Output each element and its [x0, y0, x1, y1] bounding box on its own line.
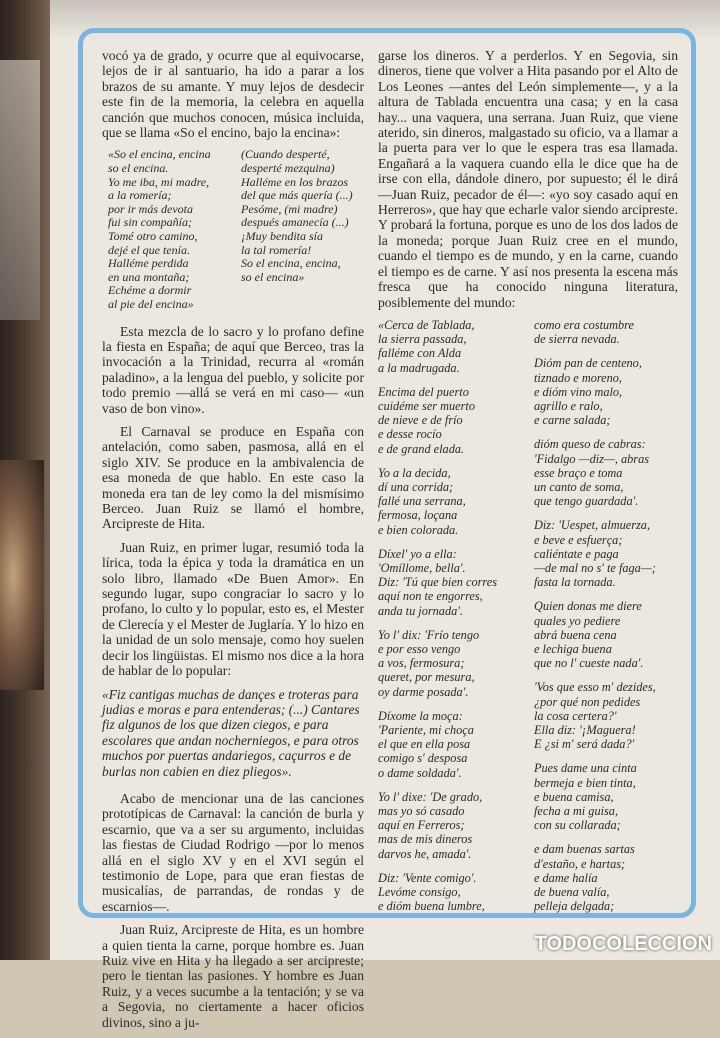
poem-line: e desse rocío — [378, 427, 442, 442]
poem-stanza — [378, 709, 520, 780]
poem-line: de sierra nevada. — [534, 332, 620, 347]
left-column — [102, 48, 364, 1038]
poem-line: ¡Muy bendita sía — [241, 229, 323, 243]
poem-line: 'Fidalgo —diz—, abras — [534, 451, 650, 466]
poem-line: a la madrugada. — [378, 360, 460, 375]
poem-stanza — [378, 871, 520, 914]
poem-line: fermosa, loçana — [378, 508, 458, 523]
poem-stanza — [534, 842, 676, 913]
poem-line: Yo a la decida, — [378, 465, 451, 480]
right-paragraph: garse los dineros. Y a perderlos. Y en Segovia, sin dineros, tiene que volver a Hita pasando por el Alto de Los Leones —antes del León simplemente—, y a la altura de Tablada encuentra una casa; y en la casa hay... una vaquera, una serrana. Juan Ruiz, que viene aterido, sin dineros, malgastado su oficio, va a llamar a la puerta para ver lo que le espera tras esa llamada. Engañará a la vaquera cuando ella le dice que ha de irse con ella, dándole dinero, por supuesto; él le dirá —Juan Ruiz, pecador de él—: «yo soy casado aquí en Herreros», que hay que echarle valor siendo arcipreste. Y probará la fortuna, porque es uno de los dos lados de la moneda; porque Juan Ruiz cree en el mundo, cuando el tiempo es de mundo, y en la carne, cuando el tiempo es de carne. Y así nos presenta la escena más fresca que ha conocido ninguna literatura, posiblemente del mundo: — [378, 48, 678, 310]
paragraph-1: Esta mezcla de lo sacro y lo profano define la fiesta en España; de aquí que Berceo, tras la invocación a la Trinidad, recurra al «román paladino», a la lengua del pueblo, y solicite por todo premio —allá se verá en mi caso— «un vaso de bon vino». — [102, 323, 364, 416]
poem-line: bermeja e bien tinta, — [534, 775, 636, 790]
poem-line: e lechiga buena — [534, 641, 612, 656]
poem-line: anda tu jornada'. — [378, 603, 463, 618]
poem-line: por ir más devota — [108, 201, 193, 216]
poem-line: esse braço e toma — [534, 465, 623, 480]
poem-line: a la romería; — [108, 188, 172, 203]
poem-line: 'Pariente, mi choça — [378, 722, 474, 737]
poem-line: oy darme posada'. — [378, 684, 469, 699]
poem-line: so el encina. — [108, 161, 169, 176]
poem-line: abrá buena cena — [534, 627, 617, 642]
poem-line: o dame soldada'. — [378, 765, 462, 780]
poem-line: Levóme consigo, — [378, 885, 461, 900]
poem-line: Diz: 'Tú que bien corres — [378, 575, 497, 590]
poem-line: la sierra passada, — [378, 332, 467, 347]
poem-line: Encima del puerto — [378, 384, 469, 399]
poem-line: desperté mezquina) — [241, 161, 335, 176]
poem-line: agrillo e ralo, — [534, 398, 603, 413]
tablada-poem — [378, 318, 678, 924]
poem-line: que no l' cueste nada'. — [534, 656, 644, 671]
poem-stanza — [378, 547, 520, 618]
poem-line: e dam buenas sartas — [534, 842, 635, 857]
poem-line: al pie del encina» — [108, 296, 194, 311]
poem-line: dejé el que tenía. — [108, 242, 190, 257]
poem-line: so el encina» — [241, 269, 305, 284]
poem-stanza — [534, 437, 676, 508]
poem-line: pelleja delgada; — [534, 899, 615, 914]
poem-line: e dióm buena lumbre, — [378, 899, 485, 914]
encina-poem — [108, 148, 364, 311]
poem-line: Díxel' yo a ella: — [378, 546, 457, 561]
poem-line: en una montaña; — [108, 269, 190, 284]
poem-line: de buena valía, — [534, 885, 610, 900]
poem-line: —de mal no s' te faga—; — [534, 560, 656, 575]
paragraph-5: Juan Ruiz, Arcipreste de Hita, es un hombre a quien tienta la carne, porque hombre es. Juan Ruiz vive en Hita y ha llegado a ser arcipreste; pero le tientan las pasiones. Y hombre es Juan Ruiz, y a veces sucumbe a la tentación; y se va a Segovia, no ciertamente a hacer oficios divinos, sino a ju- — [102, 922, 364, 1030]
poem-stanza — [534, 318, 676, 346]
encina-poem-column-a — [108, 148, 231, 311]
poem-line: aquí non te engorres, — [378, 589, 483, 604]
poem-line: e de grand elada. — [378, 441, 465, 456]
poem-line: fallé una serrana, — [378, 494, 466, 509]
poem-line: Pues dame una cinta — [534, 761, 637, 776]
poem-line: el que en ella posa — [378, 737, 471, 752]
poem-line: Echéme a dormir — [108, 283, 192, 298]
poem-stanza — [378, 385, 520, 456]
poem-line: e dióm vino malo, — [534, 384, 623, 399]
poem-stanza — [534, 599, 676, 670]
poem-stanza — [534, 761, 676, 832]
poem-line: fecha a mi guisa, — [534, 804, 619, 818]
poem-line: dióm queso de cabras: — [534, 437, 646, 452]
poem-line: como era costumbre — [534, 317, 634, 332]
poem-line: que tengo guardada'. — [534, 494, 639, 509]
poem-line: ¿por qué non pedides — [534, 694, 641, 709]
poem-line: Yo l' dixe: 'De grado, — [378, 789, 483, 804]
poem-line: a vos, fermosura; — [378, 656, 465, 671]
poem-stanza — [378, 318, 520, 375]
poem-line: Ella diz: '¡Maguera! — [534, 722, 636, 737]
tablada-poem-column-left — [378, 318, 520, 924]
poem-stanza — [534, 356, 676, 427]
poem-line: después amanecía (...) — [241, 215, 349, 230]
poem-line: Pesóme, (mi madre) — [241, 201, 338, 216]
paragraph-4: Acabo de mencionar una de las canciones prototípicas de Carnaval: la canción de burla y escarnio, que va a ser su argumento, incluidas las fiestas de Ciudad Rodrigo —por lo menos allá en el siglo XV y en el XVI según el testimonio de Lope, para que eran fiestas de musicalías, de parrandas, de rondas y de escarnios—. — [102, 790, 364, 914]
poem-line: del que más quería (...) — [241, 188, 353, 203]
poem-line: cuidéme ser muerto — [378, 398, 475, 413]
poem-stanza — [534, 518, 676, 589]
poem-line: e bien colorada. — [378, 522, 459, 537]
poem-line: «Cerca de Tablada, — [378, 317, 475, 332]
poem-line: Yo me iba, mi madre, — [108, 174, 210, 189]
poem-line: E ¿si m' será dada?' — [534, 737, 635, 752]
poem-stanza — [378, 628, 520, 699]
poem-line: Dióm pan de centeno, — [534, 356, 642, 371]
poem-line: la tal romería! — [241, 242, 312, 257]
poem-line: fasta la tornada. — [534, 575, 616, 590]
poem-line: Diz: 'Uespet, almuerza, — [534, 518, 651, 533]
poem-line: e dame halía — [534, 870, 598, 885]
poem-line: comigo s' desposa — [378, 751, 468, 766]
poem-line: darvos he, amada'. — [378, 846, 472, 861]
paragraph-2: El Carnaval se produce en España con antelación, como saben, pasmosa, allá en el siglo XIV. Se produce en la ambivalencia de esa moneda de que hablo. En este caso la moneda era tan de ley como la del mismísimo Berceo. Juan Ruiz se llamó el hombre, Arcipreste de Hita. — [102, 424, 364, 532]
poem-line: Diz: 'Vente comigo'. — [378, 870, 477, 885]
poem-line: fui sin compañía; — [108, 215, 192, 230]
intro-paragraph: vocó ya de grado, y ocurre que al equivocarse, lejos de ir al santuario, ha ido a parar a los brazos de su amante. Y muy lejos de desdecir este fin de la memoria, la celebra en aquella canción que muchos conocen, música incluida, que se llama «So el encino, bajo la encina»: — [102, 48, 364, 141]
poem-line: tiznado e moreno, — [534, 370, 623, 385]
poem-line: caliéntate e paga — [534, 546, 619, 561]
poem-line: quales yo pediere — [534, 613, 621, 628]
poem-line: aquí en Ferreros; — [378, 818, 465, 833]
poem-line: queret, por mesura, — [378, 670, 475, 685]
poem-line: e carne salada; — [534, 413, 611, 428]
poem-line: So el encina, encina, — [241, 256, 341, 271]
poem-line: Yo l' dix: 'Frío tengo — [378, 627, 480, 642]
tablada-poem-column-right — [534, 318, 676, 924]
poem-line: «So el encina, encina — [108, 147, 211, 162]
poem-line: Díxome la moça: — [378, 708, 463, 723]
poem-line: e por esso vengo — [378, 641, 461, 656]
poem-stanza — [534, 680, 676, 751]
poem-line: Tomé otro camino, — [108, 229, 198, 243]
poem-line: falléme con Alda — [378, 346, 462, 361]
poem-line: de nieve e de frío — [378, 413, 463, 428]
poem-line: mas yo só casado — [378, 804, 465, 818]
photo-detail-top — [0, 60, 40, 320]
poem-stanza — [378, 790, 520, 861]
poem-line: d'estaño, e hartas; — [534, 856, 626, 871]
right-column — [378, 48, 678, 923]
poem-line: un canto de soma, — [534, 479, 624, 494]
paragraph-3: Juan Ruiz, en primer lugar, resumió toda la lírica, toda la épica y toda la dramática en un solo libro, llamado «De Buen Amor». En segundo lugar, supo congraciar lo sacro y lo profano, lo culto y lo popular, esto es, el Mester de Clerecía y el Mester de Juglaría. Y lo hizo en la unidad de un solo mensaje, como hoy suelen decir los lingüistas. El mismo nos dice a la hora de hablar de lo popular: — [102, 539, 364, 679]
poem-stanza — [378, 466, 520, 537]
poem-line: 'Vos que esso m' dezides, — [534, 680, 656, 695]
photo-detail-figure — [0, 460, 44, 690]
poem-line: la cosa certera?' — [534, 708, 617, 723]
poem-line: e beve e esfuerça; — [534, 532, 623, 547]
poem-line: dí una corrida; — [378, 479, 454, 494]
poem-line: e buena camisa, — [534, 789, 614, 804]
poem-line: Quien donas me diere — [534, 599, 642, 614]
poem-line: con su collarada; — [534, 818, 621, 833]
poem-line: 'Omíllome, bella'. — [378, 560, 466, 575]
poem-line: Halléme perdida — [108, 256, 189, 271]
poem-line: Halléme en los brazos — [241, 174, 348, 189]
poem-line: (Cuando desperté, — [241, 147, 330, 162]
encina-poem-column-b — [241, 148, 364, 311]
buen-amor-quote: «Fiz cantigas muchas de dançes e troteras para judias e moras e para entenderas; (...) Cantares fiz algunos de los que dizen ciegos, e para escolares que andan nocherniegos, e para otros muchos por puertas andariegos, caçurros e de burlas non cabien en diez pliegos». — [102, 686, 360, 779]
watermark: TODOCOLECCION — [534, 933, 712, 955]
poem-line: mas de mis dineros — [378, 832, 473, 847]
